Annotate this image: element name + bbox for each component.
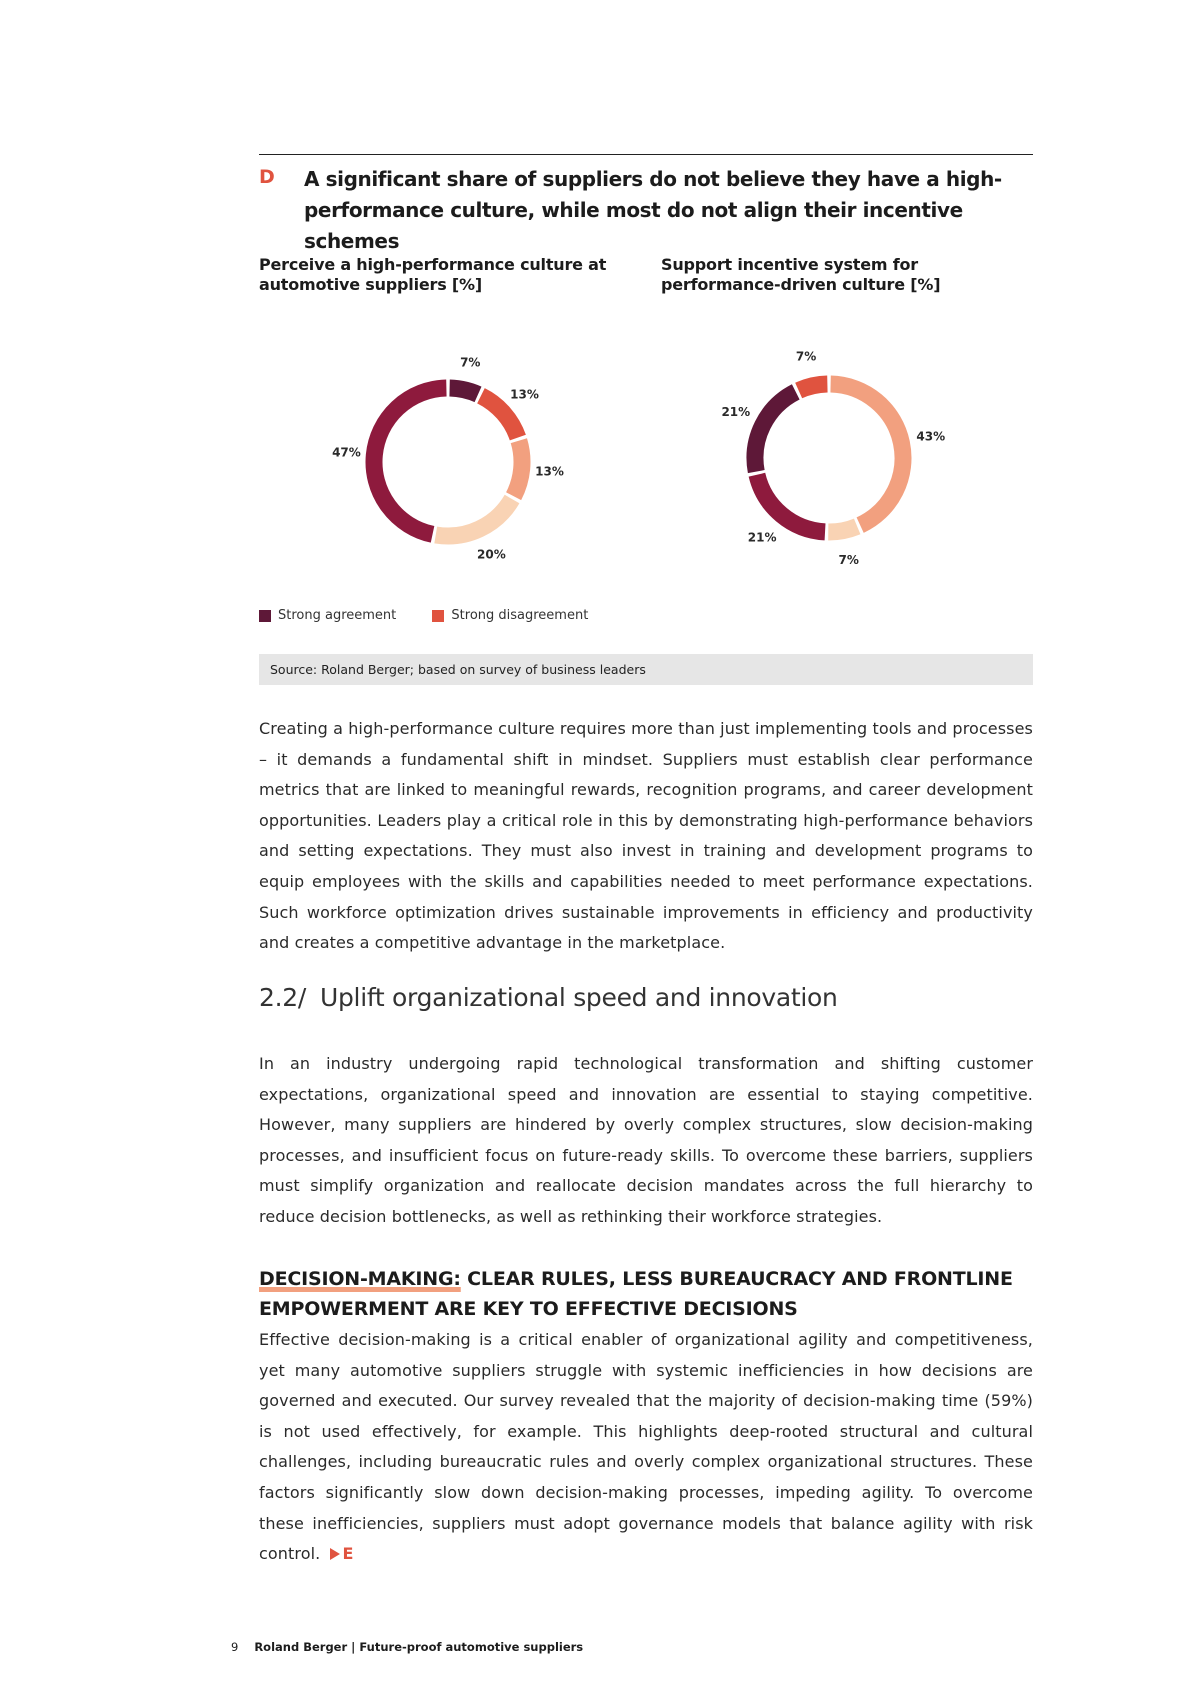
donut-culture-segment-4 (374, 388, 446, 534)
donut-incentive-label-1: 7% (838, 553, 859, 568)
subheading-highlight: DECISION-MAKING: (259, 1268, 461, 1290)
legend-label-strong-disagreement: Strong disagreement (451, 608, 589, 623)
legend-swatch-strong-disagreement (432, 610, 444, 622)
section-title: Uplift organizational speed and innovation (319, 983, 838, 1012)
legend-swatch-strong-agreement (259, 610, 271, 622)
page-footer (231, 1640, 583, 1654)
body-paragraph-1: Creating a high-performance culture requires more than just implementing tools and processes – it demands a fundamental shift in mindset. Suppliers must establish clear performance metrics that are linked to meaningful rewards, recognition programs, and career development opportunities. Leaders play a critical role in this by demonstrating high-performance behaviors and setting expectations. They must also invest in training and development programs to equip employees with the skills and capabilities needed to meet performance expectations. Such workforce optimization drives sustainable improvements in efficiency and productivity and creates a competitive advantage in the marketplace. (259, 719, 1033, 953)
exhibit-arrow-icon (330, 1548, 340, 1560)
section-heading (259, 983, 838, 1012)
donut-culture-segment-2 (514, 441, 522, 497)
donut-culture-label-0: 7% (460, 355, 481, 370)
page-number: 9 (231, 1640, 239, 1654)
legend-item-strong-disagreement (432, 608, 588, 623)
donut-culture-label-1: 13% (510, 387, 539, 402)
donut-incentive-segment-2 (757, 475, 825, 532)
footer-company: Roland Berger (254, 1640, 348, 1654)
donut-culture-label-4: 47% (332, 445, 361, 460)
donut-incentive-label-2: 21% (747, 530, 777, 545)
exhibit-top-rule (259, 154, 1033, 155)
donut-charts (0, 320, 1200, 570)
subheading (259, 1264, 1033, 1324)
donut-incentive-segment-4 (799, 384, 828, 390)
exhibit-title: A significant share of suppliers do not believe they have a high-performance culture, while most do not align their incentive schemes (304, 167, 1002, 253)
exhibit-letter: D (259, 166, 275, 188)
footer-publication: Future-proof automotive suppliers (359, 1640, 584, 1654)
body-paragraph-3 (259, 1325, 1033, 1570)
donut-incentive-segment-1 (828, 526, 857, 532)
donut-incentive-segment-0 (831, 384, 903, 525)
donut-culture-segment-3 (436, 499, 512, 536)
donut-culture-label-2: 13% (535, 464, 564, 479)
body-paragraph-3-text: Effective decision-making is a critical enabler of organizational agility and competitiveness, yet many automotive suppliers struggle with systemic inefficiencies in how decisions are governed and executed. Our survey revealed that the majority of decision-making time (59%) is not used effectively, for example. This highlights deep-rooted structural and cultural challenges, including bureaucratic rules and overly complex organizational structures. These factors significantly slow down decision-making processes, impeding agility. To overcome these inefficiencies, suppliers must adopt governance models that balance agility with risk control. (259, 1330, 1033, 1564)
body-paragraph-2: In an industry undergoing rapid technological transformation and shifting customer expectations, organizational speed and innovation are essential to staying competitive. However, many suppliers are hindered by overly complex structures, slow decision-making processes, and insufficient focus on future-ready skills. To overcome these barriers, suppliers must simplify organization and reallocate decision mandates across the full hierarchy to reduce decision bottlenecks, as well as rethinking their workforce strategies. (259, 1054, 1033, 1226)
chart-title-culture: Perceive a high-performance culture at automotive suppliers [%] (259, 255, 607, 294)
donut-incentive-label-4: 7% (795, 349, 817, 364)
donut-incentive-segment-3 (755, 392, 796, 472)
subheading-text: CLEAR RULES, LESS BUREAUCRACY AND FRONTLINE EMPOWERMENT ARE KEY TO EFFECTIVE DECISIONS (259, 1268, 1013, 1320)
legend-label-strong-agreement: Strong agreement (278, 608, 397, 623)
chart-title-incentive: Support incentive system for performance-driven culture [%] (661, 255, 941, 294)
exhibit-reference-link[interactable]: E (342, 1544, 354, 1564)
donut-incentive-label-0: 43% (916, 429, 946, 444)
legend-item-strong-agreement (259, 608, 396, 623)
donut-culture-label-3: 20% (477, 547, 506, 562)
source-note: Source: Roland Berger; based on survey of business leaders (259, 654, 1033, 685)
footer-separator: | (347, 1640, 360, 1654)
donut-culture-segment-0 (450, 388, 478, 394)
donut-incentive-label-3: 21% (721, 404, 751, 419)
section-number: 2.2/ (259, 983, 306, 1012)
chart-legend (259, 608, 620, 626)
donut-culture-segment-1 (481, 396, 518, 438)
